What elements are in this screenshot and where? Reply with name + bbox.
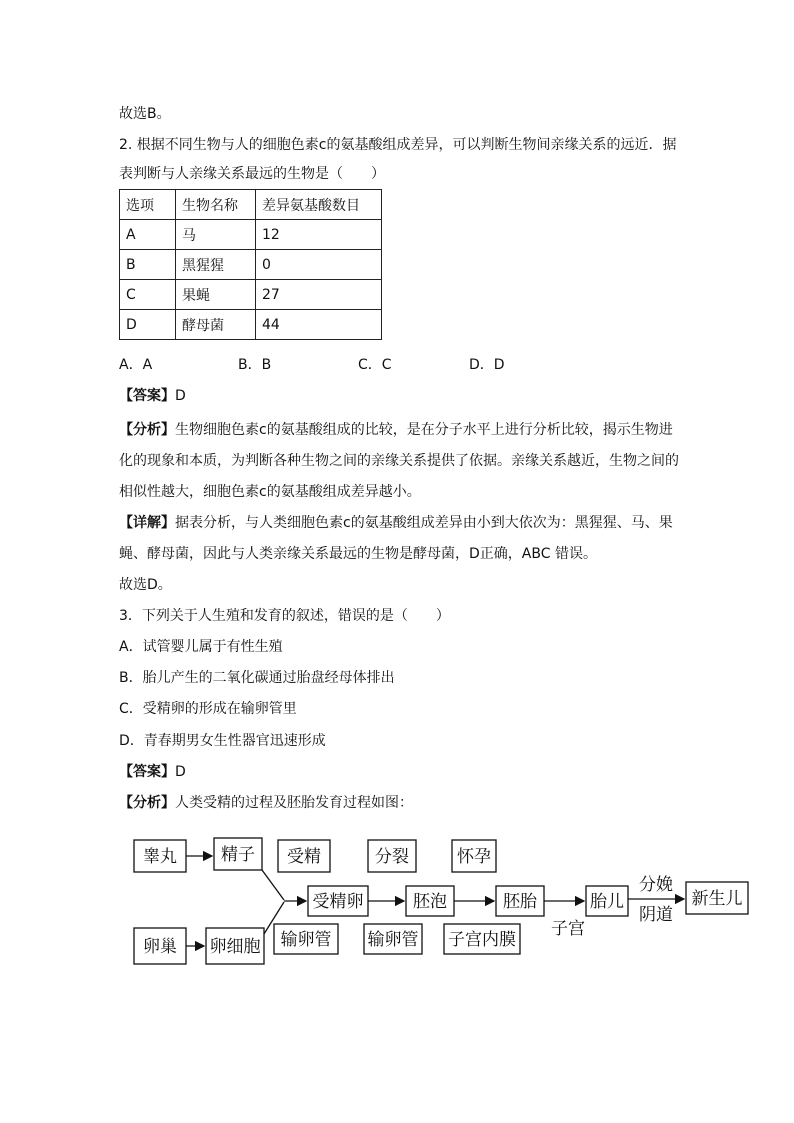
pregnancy-label: 怀孕 [457,847,491,867]
table-cell: 酵母菌 [176,310,256,340]
answer-tag: 【答案】 [119,764,175,780]
blastocyst-label: 胚泡 [413,892,447,912]
table-cell: 0 [256,250,382,280]
newborn-label: 新生儿 [691,889,743,909]
answer-3 [119,762,186,782]
table-header-cell: 差异氨基酸数目 [256,190,382,220]
comparison-table [119,189,382,340]
detail-2-line-2: 蝇、酵母菌，因此与人类亲缘关系最远的生物是酵母菌，D正确，ABC 错误。 [119,546,597,562]
choice-a: A．A [119,357,153,373]
division-label: 分裂 [375,847,409,867]
analysis-tag: 【分析】 [119,422,175,438]
question-2-line-2: 表判断与人亲缘关系最远的生物是（ ） [119,166,385,182]
choice-d: D．D [469,357,505,373]
table-row [120,250,382,280]
line-sperm-merge [262,870,284,900]
table-row [120,310,382,340]
analysis-text: 生物细胞色素c的氨基酸组成的比较，是在分子水平上进行分析比较，揭示生物进 [175,422,673,438]
question-3-option-c: C．受精卵的形成在输卵管里 [119,701,297,717]
question-3: 3．下列关于人生殖和发育的叙述，错误的是（ ） [119,608,450,624]
answer-tag: 【答案】 [119,388,175,404]
conclusion-line-2: 故选D。 [119,577,172,593]
table-header-row [120,190,382,220]
fertilization-flow-diagram [120,830,760,980]
table-cell: 马 [176,220,256,250]
table-row [120,220,382,250]
answer-value: D [175,764,186,780]
table-cell: 27 [256,280,382,310]
endometrium-label: 子宫内膜 [448,930,516,950]
conclusion-line-1: 故选B。 [119,106,171,122]
fertilization-label: 受精 [287,847,321,867]
table-cell: 44 [256,310,382,340]
zygote-label: 受精卵 [312,892,364,912]
egg-label: 卵细胞 [209,937,261,957]
answer-2 [119,386,186,406]
embryo-label: 胚胎 [503,892,537,912]
table-cell: D [120,310,176,340]
question-3-option-a: A．试管婴儿属于有性生殖 [119,639,283,655]
testis-label: 睾丸 [143,847,177,867]
analysis-2-line-3: 相似性越大，细胞色素c的氨基酸组成差异越小。 [119,484,421,500]
analysis-tag: 【分析】 [119,795,175,811]
question-2-line-1: 2. 根据不同生物与人的细胞色素c的氨基酸组成差异，可以判断生物间亲缘关系的远近．据 [119,137,677,153]
table-header-cell: 生物名称 [176,190,256,220]
oviduct-label-1: 输卵管 [280,930,332,950]
vagina-label: 阴道 [639,905,673,925]
table-row [120,280,382,310]
delivery-label: 分娩 [639,875,673,895]
analysis-3 [119,793,413,813]
table-cell: 果蝇 [176,280,256,310]
uterus-label: 子宫 [551,919,585,939]
fetus-label: 胎儿 [590,892,624,912]
table-cell: 黑猩猩 [176,250,256,280]
analysis-2-line-2: 化的现象和本质，为判断各种生物之间的亲缘关系提供了依据。亲缘关系越近，生物之间的 [119,453,679,469]
choice-c: C．C [358,357,392,373]
table-cell: B [120,250,176,280]
analysis-text: 人类受精的过程及胚胎发育过程如图： [175,795,413,811]
table-header-cell: 选项 [120,190,176,220]
table-cell: A [120,220,176,250]
choice-b: B．B [238,357,272,373]
sperm-label: 精子 [221,845,255,865]
analysis-2-line-1 [119,420,673,440]
ovary-label: 卵巢 [143,937,177,957]
question-3-option-b: B．胎儿产生的二氧化碳通过胎盘经母体排出 [119,670,395,686]
answer-value: D [175,388,186,404]
table-cell: 12 [256,220,382,250]
detail-text: 据表分析，与人类细胞色素c的氨基酸组成差异由小到大依次为：黑猩猩、马、果 [175,515,673,531]
detail-2-line-1 [119,513,673,533]
table-cell: C [120,280,176,310]
detail-tag: 【详解】 [119,515,175,531]
oviduct-label-2: 输卵管 [367,930,419,950]
question-3-option-d: D．青春期男女生性器官迅速形成 [119,733,326,749]
